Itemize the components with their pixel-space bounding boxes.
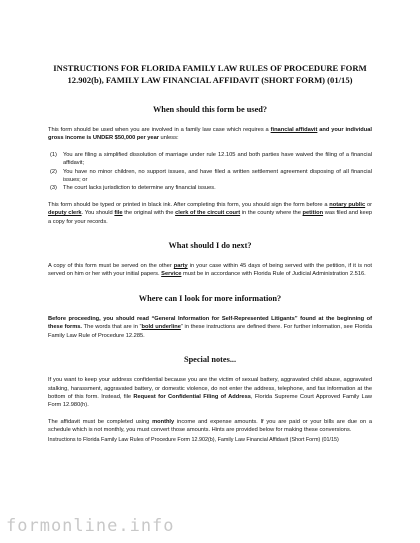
watermark: formonline.info [6, 516, 175, 536]
document-title: INSTRUCTIONS FOR FLORIDA FAMILY LAW RULES OF PROCEDURE FORM 12.902(b), FAMILY LAW FINANCIAL AFFIDAVIT (SHORT FORM) (01/15) [53, 63, 367, 85]
list-item: (3) The court lacks jurisdiction to determine any financial issues. [50, 185, 216, 192]
paragraph-when-used: This form should be used when you are involved in a family law case which requires a financial affidavit and your individual gross income is UNDER $50,000 per year unless: [48, 127, 372, 142]
paragraph-monthly: The affidavit must be completed using monthly income and expense amounts. If you are paid or your bills are due on a schedule which is not monthly, you must convert those amounts. Hints are provided below for making these conversions. [48, 418, 372, 434]
list-item: (1) You are filing a simplified dissolution of marriage under rule 12.105 and both parties have waived the filing of a financial affidavit; [50, 151, 372, 167]
heading-special-notes: Special notes... [183, 355, 237, 365]
term-file: file [114, 210, 123, 217]
term-notary-public: notary public [329, 201, 366, 208]
list-item: (2) You have no minor children, no support issues, and have filed a written settlement agreement disposing of all financial issues; or [50, 168, 372, 184]
term-service: Service [161, 271, 182, 278]
term-petition: petition [302, 210, 324, 217]
term-deputy-clerk: deputy clerk [48, 210, 82, 217]
term-bold-underline: bold underline [141, 324, 181, 331]
term-clerk-circuit-court: clerk of the circuit court [175, 210, 241, 217]
heading-what-next: What should I do next? [168, 241, 252, 251]
paragraph-filing: This form should be typed or printed in black ink. After completing this form, you should sign the form before a notary public or deputy clerk. You should file the original with the clerk of the circuit court in the county where the petition was filed and keep a copy for your records. [48, 201, 373, 225]
term-request-confidential: Request for Confidential Filing of Address [133, 393, 251, 400]
paragraph-what-next: A copy of this form must be served on the other party in your case within 45 days of being served with the petition, if it is not served on him or her with your initial papers. Service must be in accordance with Florida Rule of Judicial Administration 2.516. [48, 263, 372, 278]
heading-when-used: When should this form be used? [152, 105, 268, 114]
conditions-list [48, 151, 372, 193]
paragraph-more-info: Before proceeding, you should read “General Information for Self-Represented Litigants” found at the beginning of these forms. The words that are in “bold underline” in these instructions are defined there. For further information, see Florida Family Law Rule of Procedure 12.285. [48, 315, 372, 339]
term-party: party [173, 263, 188, 270]
paragraph-confidential: If you want to keep your address confidential because you are the victim of sexual battery, aggravated child abuse, aggravated stalking, harassment, aggravated battery, or domestic violence, do not enter the address, telephone, and fax information at the bottom of this form. Instead, file Request for Confidential Filing of Address, Florida Supreme Court Approved Family Law Form 12.980(h). [48, 377, 372, 409]
heading-more-info: Where can I look for more information? [138, 293, 282, 303]
term-financial-affidavit: financial affidavit [270, 127, 318, 133]
document-page [48, 62, 372, 444]
page-footer: Instructions to Florida Family Law Rules of Procedure Form 12.902(b), Family Law Financial Affidavit (Short Form) (01/15) [48, 436, 339, 443]
